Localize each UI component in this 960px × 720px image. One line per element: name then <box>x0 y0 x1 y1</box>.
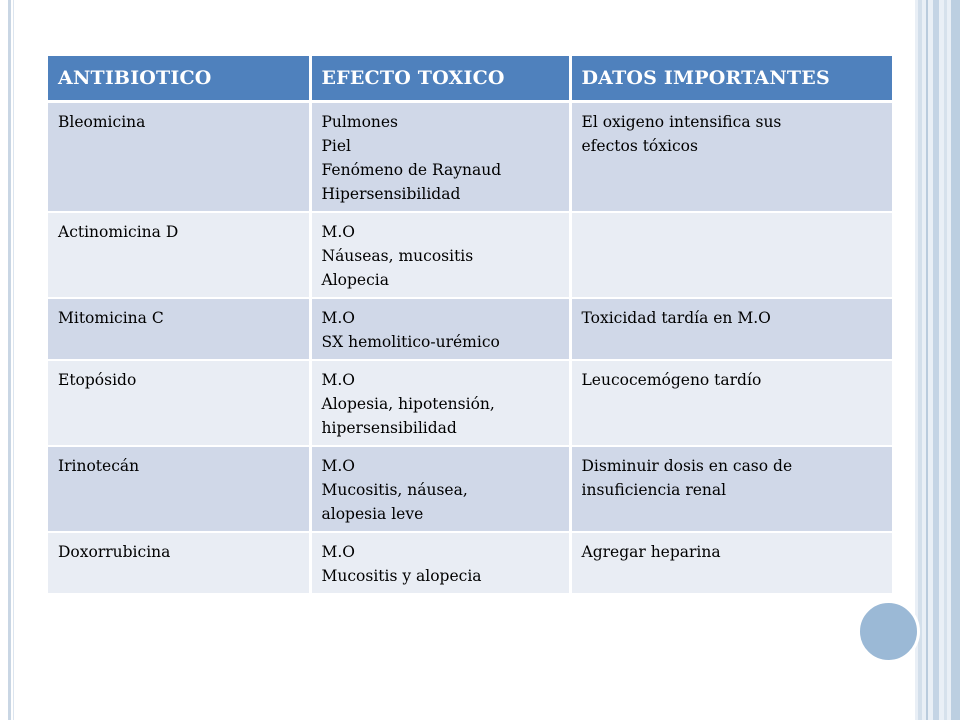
cell-antibiotico <box>48 360 310 446</box>
toxic-effect-line: M.O <box>321 457 356 475</box>
cell-datos-importantes <box>570 212 892 298</box>
cell-datos-importantes <box>570 298 892 360</box>
table-row <box>48 102 892 213</box>
antibiotic-name: Mitomicina C <box>58 309 164 327</box>
antibiotic-toxicity-table <box>48 56 892 595</box>
antibiotic-name: Actinomicina D <box>58 223 179 241</box>
toxic-effect-line: alopesia leve <box>321 505 424 523</box>
header-antibiotico: ANTIBIOTICO <box>48 56 310 102</box>
cell-antibiotico <box>48 298 310 360</box>
table-row <box>48 446 892 532</box>
toxic-effect-line: M.O <box>321 371 356 389</box>
cell-efecto-toxico <box>310 446 570 532</box>
cell-antibiotico <box>48 446 310 532</box>
toxic-effect-line: M.O <box>321 309 356 327</box>
toxic-effect-line: Pulmones <box>321 113 399 131</box>
cell-antibiotico <box>48 212 310 298</box>
toxic-effect-line: Fenómeno de Raynaud <box>321 161 502 179</box>
cell-datos-importantes <box>570 360 892 446</box>
toxic-effect-line: Alopesia, hipotensión, <box>321 395 495 413</box>
table-header-row <box>48 56 892 102</box>
right-decorative-bar <box>933 0 939 720</box>
cell-datos-importantes <box>570 446 892 532</box>
cell-datos-importantes <box>570 102 892 213</box>
toxic-effect-line: M.O <box>321 223 356 241</box>
header-efecto-toxico: EFECTO TOXICO <box>310 56 570 102</box>
table-row <box>48 212 892 298</box>
toxic-effect-line: Piel <box>321 137 352 155</box>
toxic-effect-line: Mucositis, náusea, <box>321 481 468 499</box>
toxic-effect-line: hipersensibilidad <box>321 419 457 437</box>
important-data-line: efectos tóxicos <box>581 137 698 155</box>
cell-efecto-toxico <box>310 298 570 360</box>
left-border-line <box>8 0 11 720</box>
important-data-line: Toxicidad tardía en M.O <box>581 309 771 327</box>
decorative-circle <box>857 600 920 663</box>
cell-antibiotico <box>48 102 310 213</box>
cell-antibiotico <box>48 532 310 594</box>
important-data-line: Leucocemógeno tardío <box>581 371 762 389</box>
right-decorative-bar <box>926 0 928 720</box>
toxic-effect-line: Náuseas, mucositis <box>321 247 474 265</box>
toxic-effect-line: M.O <box>321 543 356 561</box>
table-row <box>48 360 892 446</box>
toxic-effect-line: SX hemolitico-urémico <box>321 333 500 351</box>
cell-efecto-toxico <box>310 212 570 298</box>
antibiotic-name: Etopósido <box>58 371 137 389</box>
important-data-line: insuficiencia renal <box>581 481 727 499</box>
antibiotic-name: Doxorrubicina <box>58 543 171 561</box>
antibiotic-name: Irinotecán <box>58 457 140 475</box>
right-decorative-bar <box>944 0 947 720</box>
cell-efecto-toxico <box>310 360 570 446</box>
left-border-line-thin <box>13 0 14 720</box>
table-row <box>48 298 892 360</box>
toxic-effect-line: Hipersensibilidad <box>321 185 461 203</box>
toxic-effect-line: Mucositis y alopecia <box>321 567 482 585</box>
cell-datos-importantes <box>570 532 892 594</box>
right-decorative-bar <box>918 0 922 720</box>
antibiotic-name: Bleomicina <box>58 113 146 131</box>
cell-efecto-toxico <box>310 532 570 594</box>
right-decorative-bar <box>951 0 960 720</box>
toxic-effect-line: Alopecia <box>321 271 389 289</box>
header-datos-importantes: DATOS IMPORTANTES <box>570 56 892 102</box>
table-row <box>48 532 892 594</box>
important-data-line: Agregar heparina <box>581 543 721 561</box>
important-data-line: El oxigeno intensifica sus <box>581 113 782 131</box>
cell-efecto-toxico <box>310 102 570 213</box>
important-data-line: Disminuir dosis en caso de <box>581 457 793 475</box>
